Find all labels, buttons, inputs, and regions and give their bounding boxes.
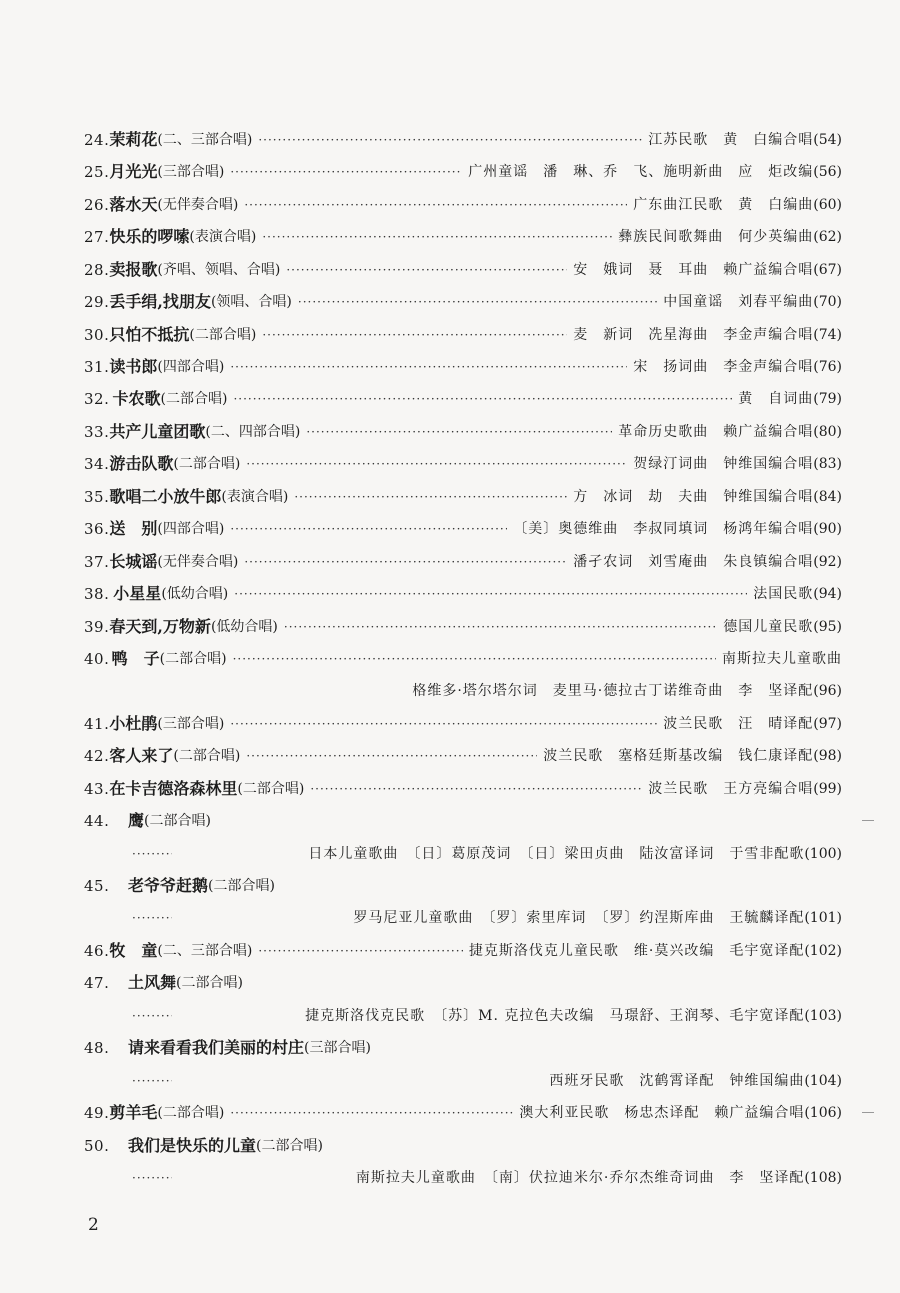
toc-entry[interactable] bbox=[84, 351, 842, 383]
entry-page: (95) bbox=[813, 618, 842, 635]
leader-dots bbox=[284, 611, 717, 643]
toc-entry[interactable] bbox=[84, 740, 842, 772]
entry-page: (98) bbox=[813, 748, 842, 765]
entry-credit: 澳大利亚民歌 杨忠杰译配 赖广益编合唱 bbox=[519, 1105, 805, 1122]
entry-title: 只怕不抵抗 bbox=[109, 324, 190, 344]
entry-arrangement: (表演合唱) bbox=[221, 488, 289, 505]
toc-entry[interactable] bbox=[84, 124, 842, 156]
toc-entry[interactable] bbox=[84, 481, 842, 513]
entry-number: 39. bbox=[84, 617, 110, 636]
entry-title: 小杜鹃 bbox=[109, 713, 158, 733]
toc-entry-continuation bbox=[84, 1000, 842, 1032]
toc-entry[interactable] bbox=[84, 1097, 842, 1129]
entry-page: (108) bbox=[804, 1169, 842, 1186]
leader-dots bbox=[132, 1065, 172, 1097]
entry-page: (67) bbox=[813, 261, 842, 278]
leader-dots bbox=[132, 903, 172, 935]
toc-entry[interactable] bbox=[84, 384, 842, 416]
entry-arrangement: (二部合唱) bbox=[173, 748, 241, 765]
entry-credit: 波兰民歌 汪 晴译配 bbox=[663, 715, 814, 732]
entry-credit: 麦 新词 冼星海曲 李金声编合唱 bbox=[573, 326, 814, 343]
entry-credit: 贺绿汀词曲 钟维国编合唱 bbox=[633, 456, 814, 473]
entry-credit: 彝族民间歌舞曲 何少英编曲 bbox=[618, 229, 814, 246]
entry-title: 请来看看我们美丽的村庄 bbox=[128, 1038, 305, 1058]
leader-dots bbox=[310, 773, 642, 805]
entry-credit: 日本儿童歌曲 〔日〕葛原茂词 〔日〕梁田贞曲 陆汝富译词 于雪非配歌 bbox=[308, 845, 805, 862]
toc-entry-continuation bbox=[84, 903, 842, 935]
entry-credit: 黄 自词曲 bbox=[738, 391, 814, 408]
toc-entry[interactable] bbox=[84, 416, 842, 448]
toc-entry[interactable] bbox=[84, 221, 842, 253]
leader-dots bbox=[246, 740, 537, 772]
toc-entry[interactable] bbox=[84, 319, 842, 351]
entry-number: 31. bbox=[84, 358, 110, 377]
entry-title: 长城谣 bbox=[109, 551, 158, 571]
entry-number: 34. bbox=[84, 455, 110, 474]
entry-page: (80) bbox=[813, 423, 842, 440]
entry-credit: 捷克斯洛伐克儿童民歌 维·莫兴改编 毛宇宽译配 bbox=[468, 942, 805, 959]
toc-entry[interactable] bbox=[84, 189, 842, 221]
leader-dots bbox=[294, 481, 567, 513]
toc-entry[interactable] bbox=[84, 935, 842, 967]
leader-dots bbox=[262, 319, 567, 351]
entry-arrangement: (齐唱、领唱、合唱) bbox=[157, 261, 281, 278]
entry-page: (60) bbox=[813, 196, 842, 213]
entry-title: 快乐的啰嗦 bbox=[109, 227, 190, 247]
margin-mark bbox=[862, 820, 874, 821]
entry-credit: 中国童谣 刘春平编曲 bbox=[663, 294, 814, 311]
entry-credit: 江苏民歌 黄 白编合唱 bbox=[648, 131, 814, 148]
leader-dots bbox=[230, 156, 462, 188]
entry-title: 在卡吉德洛森林里 bbox=[109, 778, 238, 798]
toc-entry[interactable] bbox=[84, 643, 842, 675]
entry-credit: 德国儿童民歌 bbox=[723, 618, 814, 635]
entry-page: (79) bbox=[813, 391, 842, 408]
toc-entry[interactable] bbox=[84, 546, 842, 578]
leader-dots bbox=[262, 221, 612, 253]
entry-arrangement: (二部合唱) bbox=[157, 1105, 225, 1122]
entry-arrangement: (二部合唱) bbox=[189, 326, 257, 343]
toc-entry[interactable] bbox=[84, 611, 842, 643]
toc-entry-continuation bbox=[84, 675, 842, 707]
entry-title: 读书郎 bbox=[109, 357, 158, 377]
leader-dots bbox=[246, 448, 627, 480]
entry-number: 29. bbox=[84, 293, 110, 312]
entry-credit: 潘孑农词 刘雪庵曲 朱良镇编合唱 bbox=[573, 553, 814, 570]
entry-title: 客人来了 bbox=[109, 746, 174, 766]
entry-number: 44. bbox=[84, 812, 110, 831]
toc-entry[interactable] bbox=[84, 286, 842, 318]
leader-dots bbox=[233, 384, 732, 416]
entry-credit: 波兰民歌 塞格廷斯基改编 钱仁康译配 bbox=[543, 748, 814, 765]
entry-arrangement: (二部合唱) bbox=[173, 456, 241, 473]
toc-entry[interactable] bbox=[84, 773, 842, 805]
entry-title: 歌唱二小放牛郎 bbox=[109, 486, 222, 506]
entry-number: 32. bbox=[84, 390, 110, 409]
toc-entry[interactable] bbox=[84, 513, 842, 545]
entry-page: (62) bbox=[813, 229, 842, 246]
entry-number: 48. bbox=[84, 1039, 110, 1058]
entry-number: 42. bbox=[84, 747, 110, 766]
entry-page: (104) bbox=[804, 1072, 842, 1089]
toc-entry[interactable] bbox=[84, 448, 842, 480]
entry-credit: 南斯拉夫儿童歌曲 〔南〕伏拉迪米尔·乔尔杰维奇词曲 李 坚译配 bbox=[355, 1169, 805, 1186]
entry-number: 35. bbox=[84, 487, 110, 506]
toc-entry[interactable] bbox=[84, 870, 842, 902]
entry-arrangement: (二、三部合唱) bbox=[157, 131, 253, 148]
entry-credit: 波兰民歌 王方亮编合唱 bbox=[648, 780, 814, 797]
entry-arrangement: (三部合唱) bbox=[157, 715, 225, 732]
margin-mark bbox=[862, 1112, 874, 1113]
toc-entry[interactable] bbox=[84, 578, 842, 610]
entry-number: 50. bbox=[84, 1136, 110, 1155]
entry-page: (103) bbox=[804, 1007, 842, 1024]
entry-arrangement: (二部合唱) bbox=[208, 878, 275, 895]
entry-credit: 广州童谣 潘 琳、乔 飞、施明新曲 应 炬改编 bbox=[468, 164, 814, 181]
entry-number: 45. bbox=[84, 877, 110, 896]
entry-page: (96) bbox=[813, 683, 842, 700]
entry-page: (101) bbox=[804, 910, 842, 927]
entry-arrangement: (二部合唱) bbox=[176, 975, 243, 992]
leader-dots bbox=[298, 286, 657, 318]
entry-title: 土风舞 bbox=[128, 973, 177, 993]
entry-page: (102) bbox=[804, 942, 842, 959]
entry-page: (83) bbox=[813, 456, 842, 473]
leader-dots bbox=[132, 838, 172, 870]
toc-entry[interactable] bbox=[84, 967, 842, 999]
entry-page: (84) bbox=[813, 488, 842, 505]
entry-arrangement: (二部合唱) bbox=[256, 1137, 323, 1154]
entry-arrangement: (二部合唱) bbox=[237, 780, 305, 797]
entry-credit: 广东曲江民歌 黄 白编曲 bbox=[633, 196, 814, 213]
entry-arrangement: (低幼合唱) bbox=[161, 586, 229, 603]
entry-title: 卡农歌 bbox=[112, 389, 161, 409]
entry-title: 老爷爷赶鹅 bbox=[128, 876, 209, 896]
entry-number: 25. bbox=[84, 163, 110, 182]
entry-page: (94) bbox=[813, 586, 842, 603]
leader-dots bbox=[286, 254, 567, 286]
entry-credit: 方 冰词 劫 夫曲 钟维国编合唱 bbox=[573, 488, 814, 505]
toc-entry[interactable] bbox=[84, 1032, 842, 1064]
leader-dots bbox=[230, 351, 627, 383]
toc-entry[interactable] bbox=[84, 156, 842, 188]
entry-page: (90) bbox=[813, 521, 842, 538]
entry-arrangement: (四部合唱) bbox=[157, 359, 225, 376]
leader-dots bbox=[132, 1000, 172, 1032]
entry-number: 46. bbox=[84, 941, 110, 960]
leader-dots bbox=[132, 1162, 172, 1194]
toc-entry-continuation bbox=[84, 838, 842, 870]
entry-number: 43. bbox=[84, 779, 110, 798]
entry-credit: 格维多·塔尔塔尔词 麦里马·德拉古丁诺维奇曲 李 坚译配 bbox=[412, 683, 814, 700]
entry-number: 33. bbox=[84, 422, 110, 441]
entry-page: (74) bbox=[813, 326, 842, 343]
entry-title: 月光光 bbox=[109, 162, 158, 182]
entry-arrangement: (低幼合唱) bbox=[210, 618, 278, 635]
entry-title: 游击队歌 bbox=[109, 454, 174, 474]
entry-credit: 法国民歌 bbox=[753, 586, 814, 603]
entry-page: (70) bbox=[813, 294, 842, 311]
entry-credit: 革命历史歌曲 赖广益编合唱 bbox=[618, 423, 814, 440]
entry-arrangement: (三部合唱) bbox=[304, 1040, 371, 1057]
entry-number: 47. bbox=[84, 974, 110, 993]
entry-number: 37. bbox=[84, 552, 110, 571]
entry-arrangement: (四部合唱) bbox=[157, 521, 225, 538]
entry-title: 小星星 bbox=[113, 584, 162, 604]
page-number: 2 bbox=[88, 1215, 99, 1235]
entry-number: 38. bbox=[84, 585, 110, 604]
toc-entry[interactable] bbox=[84, 708, 842, 740]
entry-number: 24. bbox=[84, 130, 110, 149]
leader-dots bbox=[234, 578, 747, 610]
entry-credit: 南斯拉夫儿童歌曲 bbox=[722, 650, 842, 667]
entry-title: 丢手绢,找朋友 bbox=[109, 292, 211, 312]
leader-dots bbox=[233, 643, 716, 675]
entry-page: (99) bbox=[813, 780, 842, 797]
entry-title: 春天到,万物新 bbox=[109, 616, 211, 636]
entry-arrangement: (表演合唱) bbox=[189, 229, 257, 246]
entry-title: 剪羊毛 bbox=[109, 1103, 158, 1123]
leader-dots bbox=[230, 708, 657, 740]
entry-title: 茉莉花 bbox=[109, 129, 158, 149]
leader-dots bbox=[230, 513, 507, 545]
entry-credit: 罗马尼亚儿童歌曲 〔罗〕索里库词 〔罗〕约涅斯库曲 王毓麟译配 bbox=[353, 910, 805, 927]
toc-entry[interactable] bbox=[84, 254, 842, 286]
entry-title: 送 别 bbox=[109, 519, 158, 539]
entry-arrangement: (无伴奏合唱) bbox=[157, 196, 239, 213]
toc-entry-continuation bbox=[84, 1162, 842, 1194]
leader-dots bbox=[258, 124, 642, 156]
leader-dots bbox=[306, 416, 612, 448]
entry-number: 28. bbox=[84, 260, 110, 279]
entry-page: (56) bbox=[813, 164, 842, 181]
entry-title: 落水天 bbox=[109, 194, 158, 214]
entry-page: (92) bbox=[813, 553, 842, 570]
entry-arrangement: (二部合唱) bbox=[144, 813, 211, 830]
entry-credit: 宋 扬词曲 李金声编合唱 bbox=[633, 359, 814, 376]
entry-credit: 西班牙民歌 沈鹤霄译配 钟维国编曲 bbox=[549, 1072, 805, 1089]
entry-arrangement: (二、三部合唱) bbox=[157, 942, 253, 959]
entry-number: 41. bbox=[84, 714, 110, 733]
entry-arrangement: (二部合唱) bbox=[160, 391, 228, 408]
entry-number: 26. bbox=[84, 195, 110, 214]
toc-entry[interactable] bbox=[84, 805, 842, 837]
entry-arrangement: (二部合唱) bbox=[159, 650, 227, 667]
entry-page: (106) bbox=[804, 1105, 842, 1122]
entry-number: 36. bbox=[84, 520, 110, 539]
entry-arrangement: (领唱、合唱) bbox=[210, 294, 292, 311]
entry-credit: 〔美〕奥德维曲 李叔同填词 杨鸿年编合唱 bbox=[513, 521, 814, 538]
entry-title: 卖报歌 bbox=[109, 259, 158, 279]
entry-title: 鸭 子 bbox=[111, 648, 160, 668]
leader-dots bbox=[244, 189, 627, 221]
entry-arrangement: (二、四部合唱) bbox=[205, 423, 301, 440]
entry-number: 49. bbox=[84, 1104, 110, 1123]
leader-dots bbox=[244, 546, 567, 578]
entry-title: 牧 童 bbox=[109, 940, 158, 960]
toc-entry-continuation bbox=[84, 1065, 842, 1097]
entry-arrangement: (无伴奏合唱) bbox=[157, 553, 239, 570]
entry-page: (97) bbox=[813, 715, 842, 732]
entry-credit: 安 娥词 聂 耳曲 赖广益编合唱 bbox=[573, 261, 814, 278]
entry-title: 鹰 bbox=[128, 811, 145, 831]
entry-page: (100) bbox=[804, 845, 842, 862]
toc-entry[interactable] bbox=[84, 1130, 842, 1162]
leader-dots bbox=[258, 935, 463, 967]
leader-dots bbox=[230, 1097, 513, 1129]
entry-page: (54) bbox=[813, 131, 842, 148]
entry-number: 30. bbox=[84, 325, 110, 344]
entry-arrangement: (三部合唱) bbox=[157, 164, 225, 181]
entry-number: 40. bbox=[84, 649, 110, 668]
table-of-contents bbox=[84, 124, 842, 1194]
entry-title: 我们是快乐的儿童 bbox=[128, 1135, 257, 1155]
entry-number: 27. bbox=[84, 228, 110, 247]
entry-title: 共产儿童团歌 bbox=[109, 421, 206, 441]
entry-credit: 捷克斯洛伐克民歌 〔苏〕M. 克拉色夫改编 马璟舒、王润琴、毛宇宽译配 bbox=[305, 1007, 805, 1024]
entry-page: (76) bbox=[813, 359, 842, 376]
